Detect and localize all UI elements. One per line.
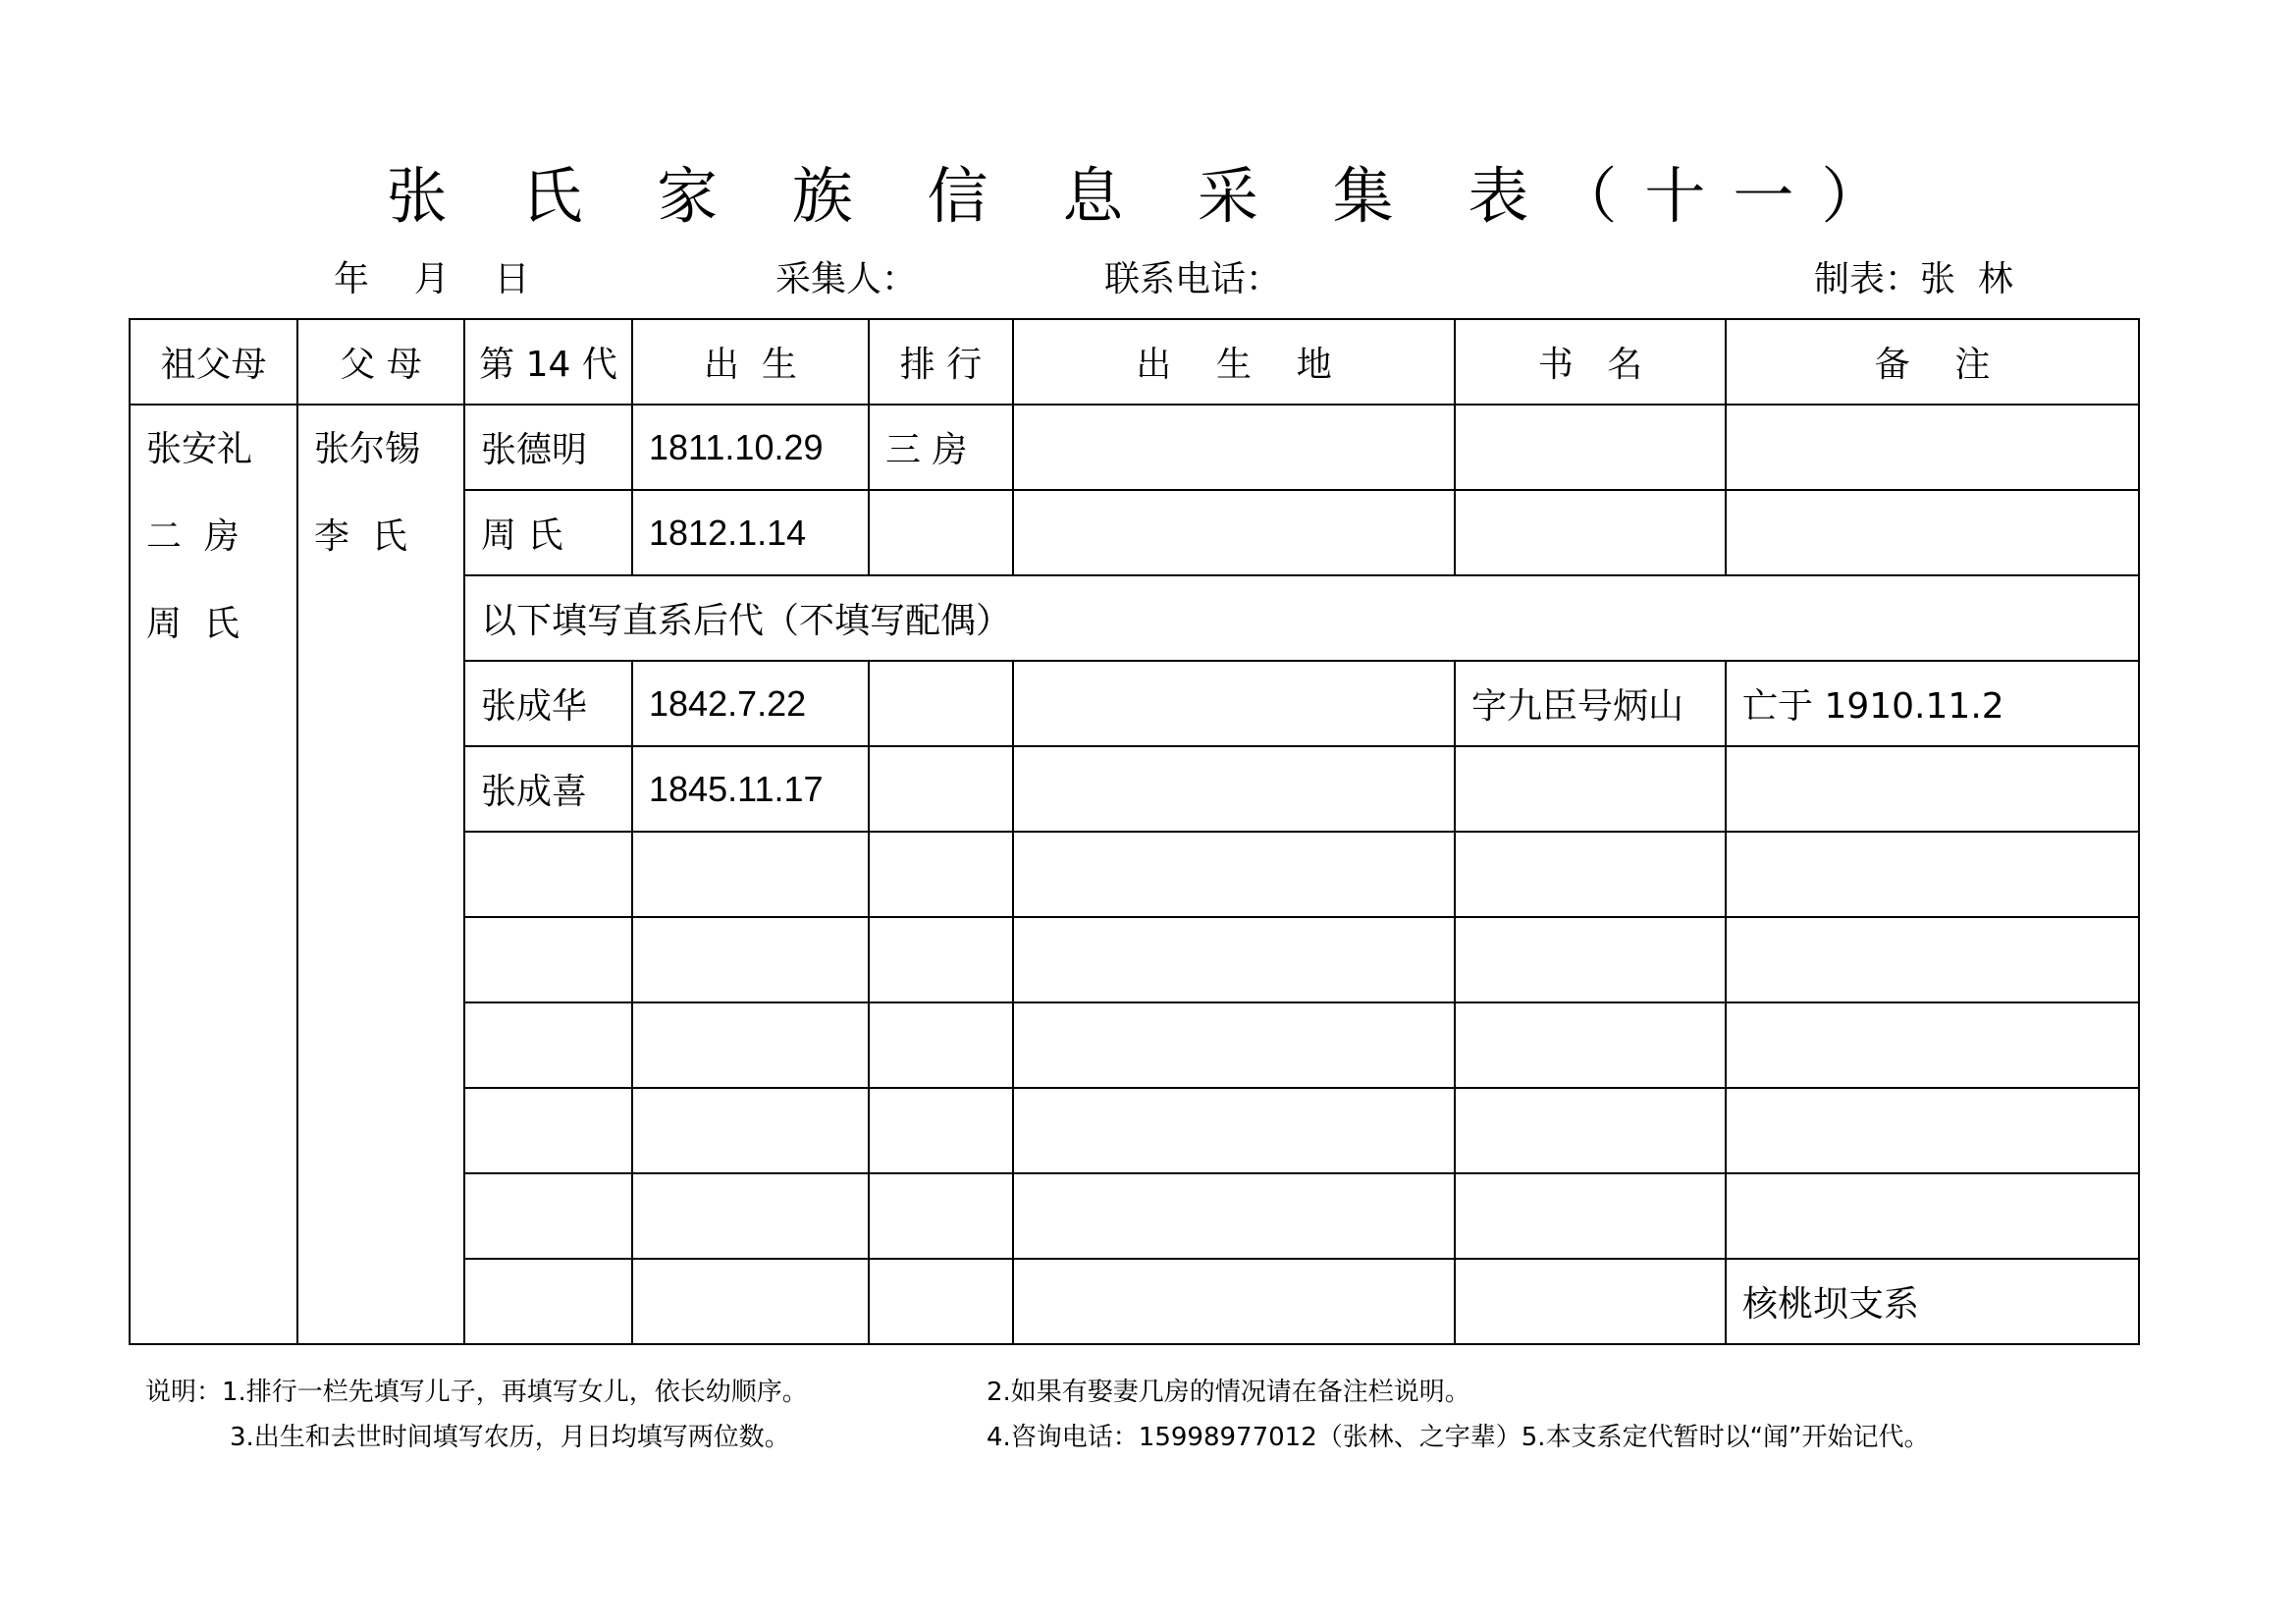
table-row (130, 405, 2139, 490)
descendant-note[interactable] (1726, 1002, 2139, 1088)
header-birthplace: 出 生 地 (1013, 319, 1455, 405)
descendant-book-name[interactable] (1455, 1088, 1726, 1173)
header-parents: 父 母 (297, 319, 464, 405)
gen14-birthplace[interactable] (1013, 405, 1455, 490)
father-name: 张尔锡 (314, 429, 421, 469)
descendant-name[interactable]: 张成华 (464, 661, 632, 746)
gen14-note[interactable] (1726, 405, 2139, 490)
collector-label: 采集人： (775, 259, 918, 299)
header-rank: 排 行 (869, 319, 1013, 405)
note-2: 2.如果有娶妻几房的情况请在备注栏说明。 (987, 1378, 1470, 1407)
descendant-note[interactable] (1726, 917, 2139, 1002)
descendant-birthplace[interactable] (1013, 1259, 1455, 1344)
descendant-birth[interactable] (632, 1088, 869, 1173)
header-grandparents: 祖父母 (130, 319, 297, 405)
gen14-spouse-book-name[interactable] (1455, 490, 1726, 575)
family-info-table (129, 318, 2140, 1345)
descendant-note[interactable]: 亡于 1910.11.2 (1726, 661, 2139, 746)
descendant-birthplace[interactable] (1013, 1088, 1455, 1173)
gen14-spouse-note[interactable] (1726, 490, 2139, 575)
note-4: 4.咨询电话：15998977012（张林、之字辈）5.本支系定代暂时以“闻”开始记代。 (987, 1423, 1930, 1452)
descendant-note[interactable] (1726, 1088, 2139, 1173)
descendant-birthplace[interactable] (1013, 1173, 1455, 1259)
gen14-rank[interactable]: 三 房 (869, 405, 1013, 490)
note-1: 说明：1.排行一栏先填写儿子，再填写女儿，依长幼顺序。 (145, 1378, 808, 1407)
gen14-spouse-birthplace[interactable] (1013, 490, 1455, 575)
descendant-birth[interactable] (632, 832, 869, 917)
gen14-name[interactable]: 张德明 (464, 405, 632, 490)
gen14-spouse-rank[interactable] (869, 490, 1013, 575)
descendant-birthplace[interactable] (1013, 661, 1455, 746)
header-book-name: 书 名 (1455, 319, 1726, 405)
branch-note[interactable]: 核桃坝支系 (1726, 1259, 2139, 1344)
grandmother-name: 周 氏 (146, 604, 240, 644)
descendant-book-name[interactable] (1455, 832, 1726, 917)
descendant-name[interactable] (464, 1088, 632, 1173)
descendant-rank[interactable] (869, 1002, 1013, 1088)
descendant-book-name[interactable] (1455, 1259, 1726, 1344)
phone-label: 联系电话： (1104, 259, 1282, 299)
header-generation-14: 第 14 代 (464, 319, 632, 405)
descendant-birth[interactable]: 1842.7.22 (632, 661, 869, 746)
date-label: 年 月 日 (334, 259, 530, 299)
grandparent-branch: 二 房 (146, 516, 240, 557)
descendant-birth[interactable] (632, 1173, 869, 1259)
grandparents-cell (130, 405, 297, 1344)
table-maker-label: 制表：张 林 (1814, 259, 2013, 299)
descendant-name[interactable] (464, 1259, 632, 1344)
descendant-rank[interactable] (869, 832, 1013, 917)
gen14-spouse-name[interactable]: 周 氏 (464, 490, 632, 575)
parents-cell (297, 405, 464, 1344)
mother-name: 李 氏 (314, 516, 407, 557)
descendant-rank[interactable] (869, 917, 1013, 1002)
descendant-name[interactable] (464, 832, 632, 917)
descendant-name[interactable] (464, 1002, 632, 1088)
descendant-book-name[interactable] (1455, 746, 1726, 832)
descendant-note[interactable] (1726, 746, 2139, 832)
descendant-rank[interactable] (869, 1173, 1013, 1259)
descendant-book-name[interactable]: 字九臣号炳山 (1455, 661, 1726, 746)
descendant-birth[interactable] (632, 1002, 869, 1088)
descendant-name[interactable] (464, 917, 632, 1002)
descendant-name[interactable]: 张成喜 (464, 746, 632, 832)
descendant-book-name[interactable] (1455, 917, 1726, 1002)
descendant-book-name[interactable] (1455, 1002, 1726, 1088)
note-3: 3.出生和去世时间填写农历，月日均填写两位数。 (230, 1423, 790, 1452)
descendant-note[interactable] (1726, 832, 2139, 917)
descendant-note[interactable] (1726, 1173, 2139, 1259)
descendant-rank[interactable] (869, 1259, 1013, 1344)
descendant-birth[interactable]: 1845.11.17 (632, 746, 869, 832)
descendant-rank[interactable] (869, 746, 1013, 832)
descendant-birthplace[interactable] (1013, 917, 1455, 1002)
descendant-birthplace[interactable] (1013, 832, 1455, 917)
descendant-birthplace[interactable] (1013, 746, 1455, 832)
descendant-rank[interactable] (869, 661, 1013, 746)
gen14-birth[interactable]: 1811.10.29 (632, 405, 869, 490)
gen14-book-name[interactable] (1455, 405, 1726, 490)
descendant-birth[interactable] (632, 917, 869, 1002)
page-title: 张 氏 家 族 信 息 采 集 表（十一） (386, 160, 1910, 232)
descendant-name[interactable] (464, 1173, 632, 1259)
header-row (130, 319, 2139, 405)
descendants-label: 以下填写直系后代（不填写配偶） (464, 575, 2139, 661)
descendant-rank[interactable] (869, 1088, 1013, 1173)
grandparent-name: 张安礼 (146, 429, 253, 469)
header-birth: 出 生 (632, 319, 869, 405)
descendant-birth[interactable] (632, 1259, 869, 1344)
descendant-birthplace[interactable] (1013, 1002, 1455, 1088)
descendant-book-name[interactable] (1455, 1173, 1726, 1259)
gen14-spouse-birth[interactable]: 1812.1.14 (632, 490, 869, 575)
header-notes: 备 注 (1726, 319, 2139, 405)
